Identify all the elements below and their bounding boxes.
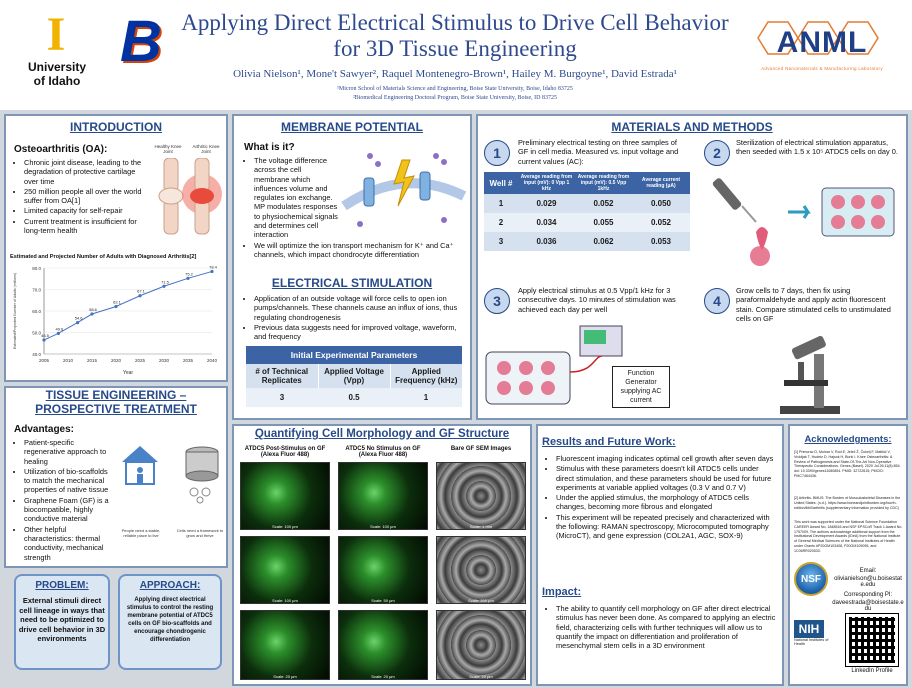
sem-image (436, 536, 526, 604)
knee-label-healthy: Healthy Knee Joint (154, 144, 182, 154)
pipette-and-plate-icon (712, 172, 902, 270)
table-cell: 1 (423, 393, 429, 402)
x-tick-label: 2005 (38, 358, 50, 363)
table-cell: 0.029 (536, 199, 557, 208)
function-generator-label: Function Generator supplying AC current (612, 366, 670, 408)
parameters-table-title: Initial Experimental Parameters (246, 346, 462, 364)
list-item: • Under the applied stimulus, the morphology of ATDC5 cells changes, becoming more fibrous and elongated (556, 493, 776, 512)
scale-label: Scale: 100 µm (272, 598, 298, 603)
morphology-title: Quantifying Cell Morphology and GF Structure (254, 428, 510, 440)
knee-joint-illustration (150, 144, 226, 238)
uidaho-line2: of Idaho (33, 74, 81, 88)
list-item: • Other helpful characteristics: thermal conductivity, mechanical strength (24, 525, 114, 562)
anml-subtitle: Advanced Nanomaterials & Manufacturing Laboratory (761, 66, 883, 71)
sem-image (436, 610, 526, 680)
fluorescence-image (240, 462, 330, 530)
estim-title: ELECTRICAL STIMULATION (271, 276, 433, 290)
table-cell: 0.034 (536, 218, 557, 227)
table-header: Applied Voltage (Vpp) (318, 364, 390, 388)
x-tick-label: 2010 (62, 358, 74, 363)
fluorescence-image (338, 610, 428, 680)
data-label: 78.4 (209, 264, 217, 270)
house-icon (120, 444, 160, 504)
scale-label: Scale: 100 µm (370, 524, 396, 529)
arthritis-line-chart (10, 264, 220, 376)
reference-1: [1] Primorac D, Molnar V, Rod E, Jeleč Ž, Čukelj F, Matišić V, Vrdoljak T, Hudetz D, Hajsok H, Borić I. Knee Osteoarthritis: A Review of Pathogenesis and State-Of-The-Art Non-Operative Therapeutic Considerations. Genes (Basel). 2020 Jul 26;11(8):854. doi: 10.3390/genes11080854. PMID: 32722615; PMCID: PMC7464436. (794, 450, 901, 478)
scale-label: Scale: 20 µm (469, 674, 493, 679)
nih-logo (794, 620, 834, 648)
y-axis-label: Estimated/Projected Number of Adults (millions) (13, 272, 17, 350)
fluorescence-image (240, 610, 330, 680)
data-label: 71.5 (161, 279, 169, 285)
arthritis-chart-title: Estimated and Projected Number of Adults with Diagnosed Arthritis[2] (10, 254, 197, 260)
approach-title: APPROACH: (139, 580, 201, 591)
data-point (76, 321, 79, 324)
x-tick-label: 2040 (206, 358, 218, 363)
scaffold-icon (182, 444, 222, 504)
stimulation-setup-icon (484, 322, 624, 416)
bsu-mark: B (120, 9, 162, 74)
sem-image (436, 462, 526, 530)
university-of-idaho-logo (16, 10, 98, 90)
introduction-title: INTRODUCTION (70, 120, 162, 134)
data-label: 58.6 (89, 307, 97, 313)
data-label: 62.1 (113, 299, 121, 305)
qr-code[interactable] (846, 614, 898, 666)
table-cell: 0.036 (536, 237, 557, 246)
impact-bullet-list (546, 604, 776, 651)
data-label: 54.6 (74, 315, 83, 321)
impact-title: Impact: (542, 586, 582, 598)
x-tick-label: 2015 (86, 358, 98, 363)
table-header: Average reading from input (mV): 0 Vpp 1 kHz (520, 174, 573, 192)
data-label: 49.6 (55, 326, 64, 332)
tissue-title-line2: PROSPECTIVE TREATMENT (35, 402, 197, 416)
x-tick-label: 2030 (158, 358, 170, 363)
table-cell: 2 (498, 218, 504, 227)
scale-label: Scale: 20 µm (371, 674, 395, 679)
author-list: Olivia Nielson¹, Mone't Sawyer², Raquel Montenegro-Brown¹, Hailey M. Burgoyne¹, David Estrada¹ (233, 68, 677, 80)
scale-label: Scale: 50 µm (371, 598, 395, 603)
col-header-no-stimulus: ATDC5 No Stimulus on GF (Alexa Fluor 488) (345, 446, 421, 458)
step-4-number: 4 (704, 288, 730, 314)
nih-subtitle: National Institutes of Health (794, 638, 829, 646)
corresponding-pi-label: Corresponding PI: (843, 592, 893, 598)
fluorescence-image (338, 536, 428, 604)
voltage-table (484, 172, 690, 251)
table-cell: 1 (498, 199, 504, 208)
list-item: • Limited capacity for self-repair (24, 206, 144, 215)
step-2-number: 2 (704, 140, 730, 166)
problem-text: External stimuli direct cell lineage in ways that need to be optimized to drive cell behavior in 3D environments (18, 596, 106, 643)
data-point (210, 270, 213, 273)
nsf-logo (794, 562, 828, 596)
affiliations (200, 85, 710, 103)
x-tick-label: 2025 (134, 358, 146, 363)
list-item: • Fluorescent imaging indicates optimal cell growth after seven days (556, 454, 776, 463)
table-header: Average reading from input (mV): 0.5 Vpp 1kHz (577, 174, 630, 192)
step-1-number: 1 (484, 140, 510, 166)
step-1-text: Preliminary electrical testing on three samples of GF in cell media. Measured vs. input voltage and current values (AC): (518, 138, 679, 166)
table-cell: 0.062 (593, 237, 614, 246)
list-item: • Graphene Foam (GF) is a biocompatible, highly conductive material (24, 496, 114, 524)
y-tick-label: 70.0 (32, 287, 41, 293)
table-header: # of Technical Replicates (246, 364, 318, 388)
step-2-text: Sterilization of electrical stimulation apparatus, then seeded with 1.5 x 10⁵ ATDC5 cells on day 0. (736, 138, 898, 157)
list-item: • Current treatment is insufficient for long-term health (24, 217, 144, 236)
advantages-heading: Advantages: (14, 424, 75, 435)
list-item: • Patient-specific regenerative approach to healing (24, 438, 114, 466)
list-item: • Chronic joint disease, leading to the degradation of protective cartilage over time (24, 158, 144, 186)
nsf-text: NSF (801, 574, 821, 585)
uidaho-mark: I (46, 8, 66, 61)
list-item: • Stimulus with these parameters doesn't kill ATDC5 cells under direct stimulation, and these parameters should be used for future experiments at variable applied voltages (0.3 V and 0.7 V) (556, 464, 776, 492)
membrane-title: MEMBRANE POTENTIAL (281, 120, 423, 134)
table-cell: 0.052 (650, 218, 672, 227)
results-title: Results and Future Work: (542, 436, 676, 448)
table-cell: 0.053 (650, 237, 672, 246)
data-label: 67.1 (137, 288, 145, 294)
anml-text: ANML (776, 26, 868, 59)
approach-text: Applying direct electrical stimulus to control the resting membrane potential of ATDC5 cells on GF bio-scaffolds and encourage chondrogenic differentiation (126, 597, 214, 643)
boise-state-logo (108, 9, 174, 74)
oa-heading: Osteoarthritis (OA): (14, 144, 108, 155)
corresponding-pi-email[interactable]: daveestrada@boisestate.edu (832, 600, 904, 612)
reference-2: [2] Arthritis. BMUS: The Burden of Musculoskeletal Diseases in the United States. (n.d.). https://www.boneandjointburden.org/fourth-edition/iiib0/arthritis (supplementary information provided by CDC) (794, 496, 901, 510)
nih-text: NIH (794, 620, 824, 638)
knee-icon (150, 158, 226, 238)
problem-title: PROBLEM: (35, 580, 89, 591)
step-3-text: Apply electrical stimulus at 0.5 Vpp/1 kHz for 3 consecutive days. 10 minutes of stimulation was achieved each day per well (518, 286, 676, 314)
advantages-list (14, 438, 114, 563)
microscope-icon (770, 334, 850, 416)
uidaho-line1: University (27, 60, 87, 74)
step-3-number: 3 (484, 288, 510, 314)
y-tick-label: 60.0 (32, 309, 41, 314)
scale-label: Scale: 20 µm (273, 674, 297, 679)
table-cell: 0.5 (348, 393, 360, 402)
table-cell: 0.055 (593, 218, 614, 227)
knee-label-arthritic: Arthritic Knee Joint (192, 144, 220, 154)
affiliation-1: ¹Micron School of Materials Science and Engineering, Boise State University, Boise, Idaho 83725 (337, 86, 573, 92)
data-point (138, 294, 141, 297)
parameters-table (246, 346, 462, 407)
table-cell: 0.050 (650, 199, 672, 208)
affiliation-2: ²Biomedical Engineering Doctoral Program, Boise State University, Boise, ID 83725 (352, 95, 558, 101)
series-line (44, 271, 212, 340)
col-header-sem: Bare GF SEM Images (450, 446, 512, 452)
estim-bullet-list (244, 294, 466, 342)
data-point (114, 305, 117, 308)
results-bullet-list (546, 454, 776, 542)
methods-title: MATERIALS AND METHODS (611, 120, 773, 134)
list-item: • Previous data suggests need for improved voltage, waveform, and frequency (254, 323, 466, 342)
data-point (57, 332, 60, 335)
list-item: • The voltage difference across the cell membrane which influences volume and regulates ion exchange. MP modulates responses to physiochemical signals and determines cell interaction (254, 156, 338, 240)
scale-label: Scale: 200 µm (468, 598, 494, 603)
data-point (162, 285, 165, 288)
fluorescence-image (240, 536, 330, 604)
data-point (90, 312, 93, 315)
data-label: 46.5 (41, 333, 49, 339)
table-header: Well # (489, 178, 513, 188)
caption-scaffold: Cells need a framework to grow and thrive (176, 528, 224, 538)
table-cell: 3 (279, 393, 285, 402)
y-tick-label: 50.0 (32, 330, 41, 336)
x-tick-label: 2020 (110, 358, 122, 363)
y-tick-label: 40.0 (32, 352, 41, 357)
email-label: Email: (859, 568, 877, 574)
scale-label: Scale: 1 mm (469, 524, 493, 529)
data-point (186, 277, 189, 280)
y-tick-label: 80.0 (32, 266, 41, 271)
x-tick-label: 2035 (182, 358, 194, 363)
data-point (42, 338, 45, 341)
ion-channel-illustration (340, 136, 468, 238)
caption-house: People need a stable, reliable place to live (121, 528, 161, 538)
list-item: • We will optimize the ion transport mechanism for K⁺ and Ca⁺ channels, which impact chondrocyte differentiation (254, 241, 464, 260)
funding-statement: This work was supported under the National Science Foundation CAREER Award No. 1848516 and NSF EPSCoR Track 1 Award No. 1757009. The authors acknowledge additional support from the Institutional Development Awards (IDeA) from the National Institute of General Medical Sciences of the National Institutes of Health under Grants #P20GM103408, P20GM109095, and 1C06RR020533. (794, 520, 903, 553)
linkedin-label[interactable]: LinkedIn Profile (851, 668, 893, 674)
col-header-post-stimulus: ATDC5 Post-Stimulus on GF (Alexa Fluor 488) (244, 446, 326, 458)
what-is-it-heading: What is it? (244, 142, 295, 153)
tissue-title-line1: TISSUE ENGINEERING – (45, 388, 187, 402)
list-item: • The ability to quantify cell morphology on GF after direct electrical stimulus has never been done. As compared to applying an electric field, characterizing cells with further techniques will allow us to quantify the impact on differentiation and proliferation of mesenchymal stem cells in a 3D environment (556, 604, 776, 650)
table-header: Applied Frequency (kHz) (395, 367, 458, 385)
list-item: • Utilization of bio-scaffolds to match the mechanical properties of native tissue (24, 467, 114, 495)
list-item: • 250 million people all over the world suffer from OA[1] (24, 187, 144, 206)
email-link[interactable]: olivianielson@u.boisestate.edu (834, 576, 902, 588)
poster-title: Applying Direct Electrical Stimulus to Drive Cell Behavior for 3D Tissue Engineering (181, 10, 729, 61)
list-item: • Application of an outside voltage will force cells to open ion pumps/channels. These channels cause an influx of ions, thus regulating chondrogenesis (254, 294, 466, 322)
step-4-text: Grow cells to 7 days, then fix using paraformaldehyde and apply actin fluorescent stain. Compare stimulated cells to unstimulated cells on GF (736, 286, 891, 323)
list-item: • This experiment will be repeated precisely and characterized with the following: RAMAN spectroscopy, Microcomputed tomography (MicroCT), and gene expression (COL2A1, AGC, SOX-9) (556, 513, 776, 541)
scale-label: Scale: 100 µm (272, 524, 298, 529)
oa-bullet-list (14, 158, 144, 236)
data-label: 75.2 (185, 271, 193, 277)
table-cell: 3 (498, 237, 504, 246)
table-header: Average current reading (µA) (641, 177, 681, 189)
anml-logo (748, 18, 896, 80)
x-axis-label: Year (122, 370, 134, 376)
table-cell: 0.052 (593, 199, 614, 208)
acknowledgments-title: Acknowledgments: (804, 434, 892, 445)
fluorescence-image (338, 462, 428, 530)
